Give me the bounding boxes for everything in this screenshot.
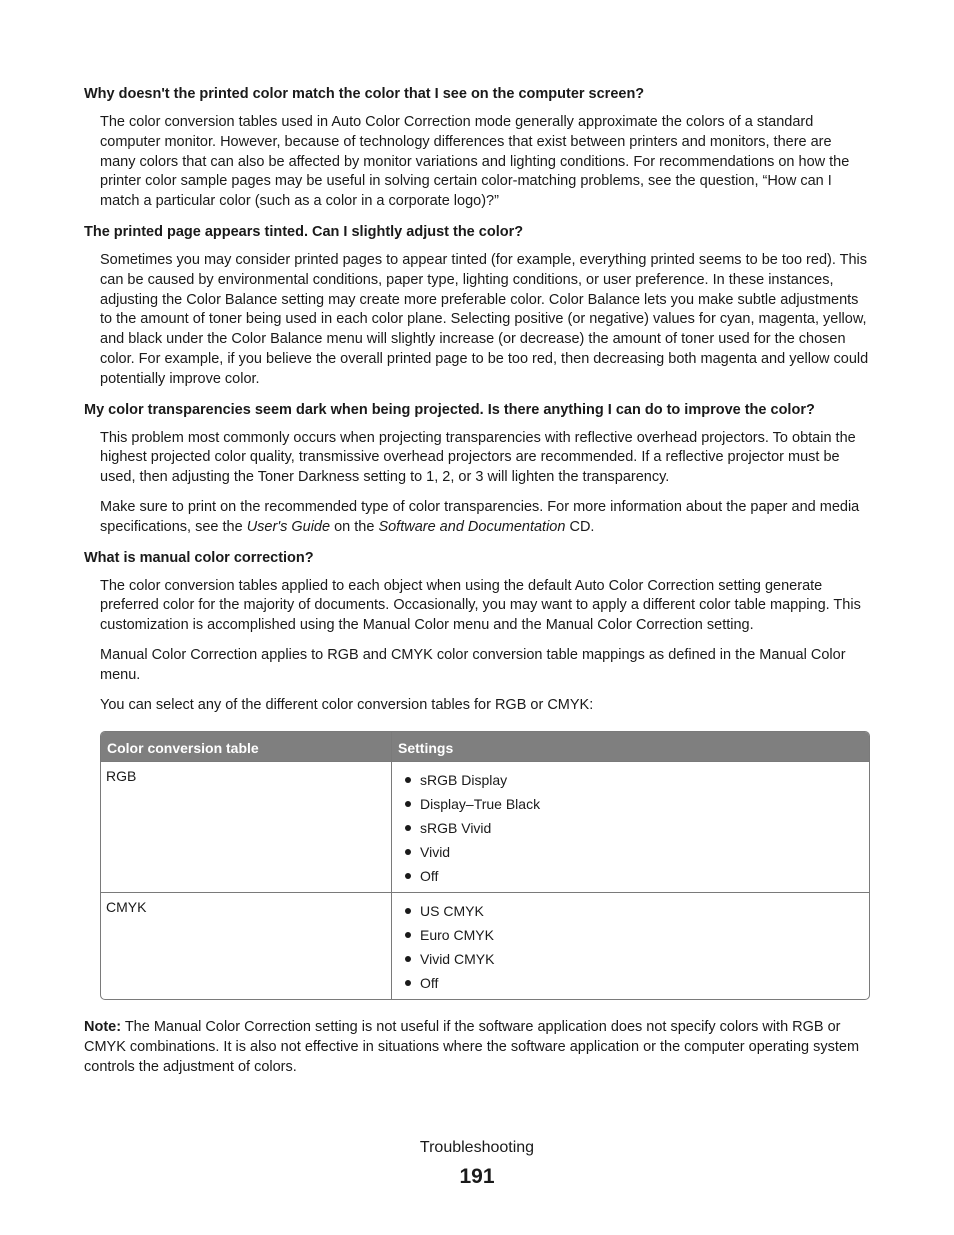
question-heading: What is manual color correction? (84, 549, 314, 566)
settings-list (397, 899, 864, 995)
text-run: on the (330, 518, 379, 535)
question-heading: My color transparencies seem dark when being projected. Is there anything I can do to improve the color? (84, 401, 815, 418)
list-item: Vivid (397, 840, 864, 864)
list-item: Off (397, 864, 864, 888)
paragraph: Sometimes you may consider printed pages to appear tinted (for example, everything printed seems to be too red). This can be caused by environmental conditions, paper type, lighting conditions, or user preference. In these instances, adjusting the Color Balance setting may create more preferable color. Color Balance lets you make subtle adjustments to the amount of toner being used in each color plane. Selecting positive (or negative) values for cyan, magenta, yellow, and black under the Color Balance menu will slightly increase (or decrease) the amount of toner used for the chosen color. For example, if you believe the overall printed page to be too red, then decreasing both magenta and yellow could potentially improve color. (100, 251, 869, 387)
page-content (84, 84, 870, 1078)
table-row (101, 761, 869, 892)
column-header-settings: Settings (391, 732, 869, 761)
page-number: 191 (459, 1165, 495, 1188)
table-header-row (101, 732, 869, 761)
table-row (101, 892, 869, 999)
list-item: Display–True Black (397, 792, 864, 816)
table-cell-cmyk: CMYK (101, 892, 391, 999)
question-heading: The printed page appears tinted. Can I slightly adjust the color? (84, 223, 524, 240)
list-item: Off (397, 971, 864, 995)
note-paragraph (84, 1018, 870, 1077)
list-item: Vivid CMYK (397, 947, 864, 971)
text-run: Make sure to print on the recommended type of color transparencies. For more information about the paper and media specifications, see the (100, 498, 860, 535)
color-conversion-table (100, 731, 870, 1000)
note-label: Note: (84, 1019, 122, 1036)
paragraph: Manual Color Correction applies to RGB and CMYK color conversion table mappings as defined in the Manual Color menu. (100, 646, 846, 683)
list-item: sRGB Display (397, 768, 864, 792)
paragraph: The color conversion tables applied to each object when using the default Auto Color Correction setting generate preferred color for the majority of documents. Occasionally, you may want to apply a different color table mapping. This customization is accomplished using the Manual Color menu and the Manual Color Correction setting. (100, 577, 861, 634)
software-cd-reference: Software and Documentation (378, 518, 566, 535)
settings-list (397, 768, 864, 888)
text-run: CD. (565, 518, 595, 535)
users-guide-reference: User's Guide (246, 518, 331, 535)
table-cell-settings (391, 892, 869, 999)
paragraph: The color conversion tables used in Auto Color Correction mode generally approximate the colors of a standard computer monitor. However, because of technology differences that exist between printers and monitors, there are many colors that can also be affected by monitor variations and lighting conditions. For recommendations on how the printer color sample pages may be useful in solving certain color-matching problems, see the question, “How can I match a particular color (such as a color in a corporate logo)?” (100, 114, 850, 210)
table-cell-rgb: RGB (101, 761, 391, 892)
footer-section-label: Troubleshooting (419, 1139, 535, 1156)
question-heading: Why doesn't the printed color match the color that I see on the computer screen? (84, 86, 645, 102)
paragraph: This problem most commonly occurs when projecting transparencies with reflective overhead projectors. To obtain the highest projected color quality, transmissive overhead projectors are recommended. If a reflective projector must be used, then adjusting the Toner Darkness setting to 1, 2, or 3 will lighten the transparency. (100, 429, 856, 486)
list-item: Euro CMYK (397, 923, 864, 947)
table-cell-settings (391, 761, 869, 892)
paragraph: You can select any of the different color conversion tables for RGB or CMYK: (100, 696, 594, 713)
column-header-table: Color conversion table (101, 732, 391, 761)
note-text: The Manual Color Correction setting is not useful if the software application does not specify colors with RGB or CMYK combinations. It is also not effective in situations where the software application or the computer operating system controls the adjustment of colors. (84, 1019, 860, 1075)
list-item: sRGB Vivid (397, 816, 864, 840)
paragraph-with-references (100, 498, 870, 538)
list-item: US CMYK (397, 899, 864, 923)
